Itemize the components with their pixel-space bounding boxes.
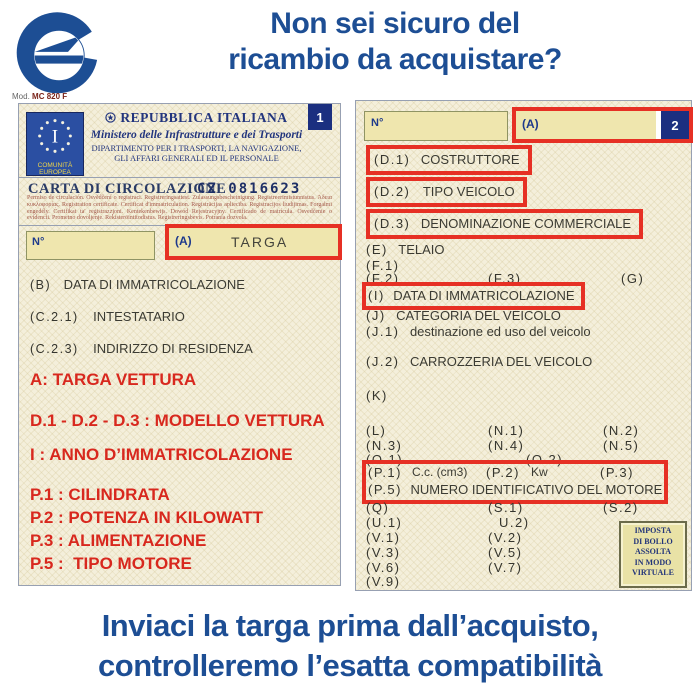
annotation-modello: D.1 - D.2 - D.3 : MODELLO VETTURA bbox=[30, 411, 325, 430]
field-d1-highlight: (D.1) COSTRUTTORE bbox=[366, 145, 532, 175]
annotation-anno: I : ANNO D’IMMATRICOLAZIONE bbox=[30, 445, 293, 464]
field-j2: (J.2) CARROZZERIA DEL VEICOLO bbox=[366, 354, 593, 369]
field-j1: (J.1) destinazione ed uso del veicolo bbox=[366, 324, 591, 339]
field-c23: (C.2.3) INDIRIZZO DI RESIDENZA bbox=[30, 341, 253, 356]
page-title-line2: ricambio da acquistare? bbox=[228, 43, 562, 76]
registration-card-page1 bbox=[18, 103, 341, 586]
virtual-stamp-box: IMPOSTA DI BOLLO ASSOLTA IN MODO VIRTUALE bbox=[619, 521, 687, 588]
page-title bbox=[105, 6, 685, 78]
numero-field bbox=[26, 231, 155, 260]
page2-number-badge: 2 bbox=[661, 111, 689, 139]
field-v9: (V.9) bbox=[366, 574, 401, 589]
field-v6-v7: (V.6) (V.7) bbox=[366, 560, 523, 575]
annotation-tipo-motore: P.5 : TIPO MOTORE bbox=[30, 554, 192, 573]
field-p5: (P.5) NUMERO IDENTIFICATIVO DEL MOTORE bbox=[368, 482, 663, 497]
italy-emblem-icon bbox=[105, 112, 116, 123]
annotation-cilindrata: P.1 : CILINDRATA bbox=[30, 485, 170, 504]
field-v1-v2: (V.1) (V.2) bbox=[366, 530, 523, 545]
targa-field-highlight-p2 bbox=[512, 107, 693, 143]
annotation-targa: A: TARGA VETTURA bbox=[30, 370, 197, 389]
mod-label: Mod. bbox=[12, 92, 30, 101]
field-v3-v5: (V.3) (V.5) bbox=[366, 545, 523, 560]
annotation-potenza: P.2 : POTENZA IN KILOWATT bbox=[30, 508, 263, 527]
field-f2-f3-g: (F.2) (F.3) (G) bbox=[366, 271, 645, 286]
ministry-title: Ministero delle Infrastrutture e dei Trasporti bbox=[90, 129, 303, 141]
eu-community-label: COMUNITÀ EUROPEA bbox=[37, 162, 73, 176]
page-title-line1: Non sei sicuro del bbox=[270, 7, 520, 40]
document-serial: CZ 0816623 bbox=[197, 181, 302, 197]
field-l-n1-n2: (L) (N.1) (N.2) bbox=[366, 423, 640, 438]
field-k: (K) bbox=[366, 388, 388, 403]
doc1-header bbox=[87, 110, 306, 163]
mod-code: MC 820 F bbox=[32, 92, 68, 101]
field-d3-highlight: (D.3) DENOMINAZIONE COMMERCIALE bbox=[366, 209, 643, 239]
field-e: (E) TELAIO bbox=[366, 242, 445, 257]
numero-label-p2: N° bbox=[371, 117, 384, 129]
field-u1-u2: (U.1) U.2) bbox=[366, 515, 530, 530]
field-p1-p2-p3: (P.1) C.c. (cm3) (P.2) Kw (P.3) bbox=[368, 465, 634, 480]
field-a-label: TARGA bbox=[231, 234, 289, 250]
eu-stars-icon bbox=[28, 113, 82, 159]
field-d2-highlight: (D.2) TIPO VEICOLO bbox=[366, 177, 527, 207]
brand-logo bbox=[14, 6, 104, 96]
field-f1: (F.1) bbox=[366, 258, 400, 273]
document-title: CARTA DI CIRCOLAZIONE bbox=[28, 181, 227, 197]
multilingual-fine-print: Permiso de circulación. Osvědčení o registraci. Registreringsattest. Zulassungsbescheinigung. Registreerimistunnistus. Άδεια κυκλοφορίας. Registration certificate. Certificat d'immatriculation. Registrācijas apliecība. Registracijos liudijimas. Forgalmi engedély. Ċertifikat ta' reġistrazzjoni. Kentekenbewijs. Dowód Rejestracyjny. Certificado de matrícula. Osvedčenie o evidencii. Prometno dovoljenje. Rekisteröintitodistus. Registreringsbevis. Potrania dozvola. bbox=[27, 195, 332, 222]
numero-label: N° bbox=[32, 236, 45, 248]
annotation-alimentazione: P.3 : ALIMENTAZIONE bbox=[30, 531, 207, 550]
page1-number-badge: 1 bbox=[308, 104, 332, 130]
eu-flag-box bbox=[26, 112, 84, 176]
field-o1-o2: (O.1) (O.2) bbox=[366, 452, 564, 467]
divider bbox=[19, 177, 340, 178]
field-p-highlight bbox=[362, 460, 668, 504]
numero-field-p2 bbox=[364, 111, 508, 141]
brand-logo-icon bbox=[14, 6, 104, 96]
footer-line1: Inviaci la targa prima dall’acquisto, bbox=[101, 608, 599, 643]
footer-message bbox=[0, 606, 700, 686]
targa-field-highlight bbox=[165, 224, 342, 260]
svg-text:I: I bbox=[51, 126, 59, 148]
document-model-number bbox=[12, 92, 67, 101]
field-a-code: (A) bbox=[175, 234, 192, 248]
field-b: (B) DATA DI IMMATRICOLAZIONE bbox=[30, 277, 245, 292]
registration-card-page2 bbox=[355, 100, 692, 591]
field-c21: (C.2.1) INTESTATARIO bbox=[30, 309, 185, 324]
department-title: DIPARTIMENTO PER I TRASPORTI, LA NAVIGAZIONE, GLI AFFARI GENERALI ED IL PERSONALE bbox=[91, 143, 302, 163]
field-j: (J) CATEGORIA DEL VEICOLO bbox=[366, 308, 561, 323]
field-n3-n4-n5: (N.3) (N.4) (N.5) bbox=[366, 438, 640, 453]
field-a-code-p2: (A) bbox=[522, 117, 539, 131]
country-title: REPUBBLICA ITALIANA bbox=[87, 110, 306, 126]
footer-line2: controlleremo l’esatta compatibilità bbox=[98, 648, 602, 683]
field-i-highlight: (I) DATA DI IMMATRICOLAZIONE bbox=[362, 282, 585, 310]
field-q-s1-s2: (Q) (S.1) (S.2) bbox=[366, 500, 639, 515]
